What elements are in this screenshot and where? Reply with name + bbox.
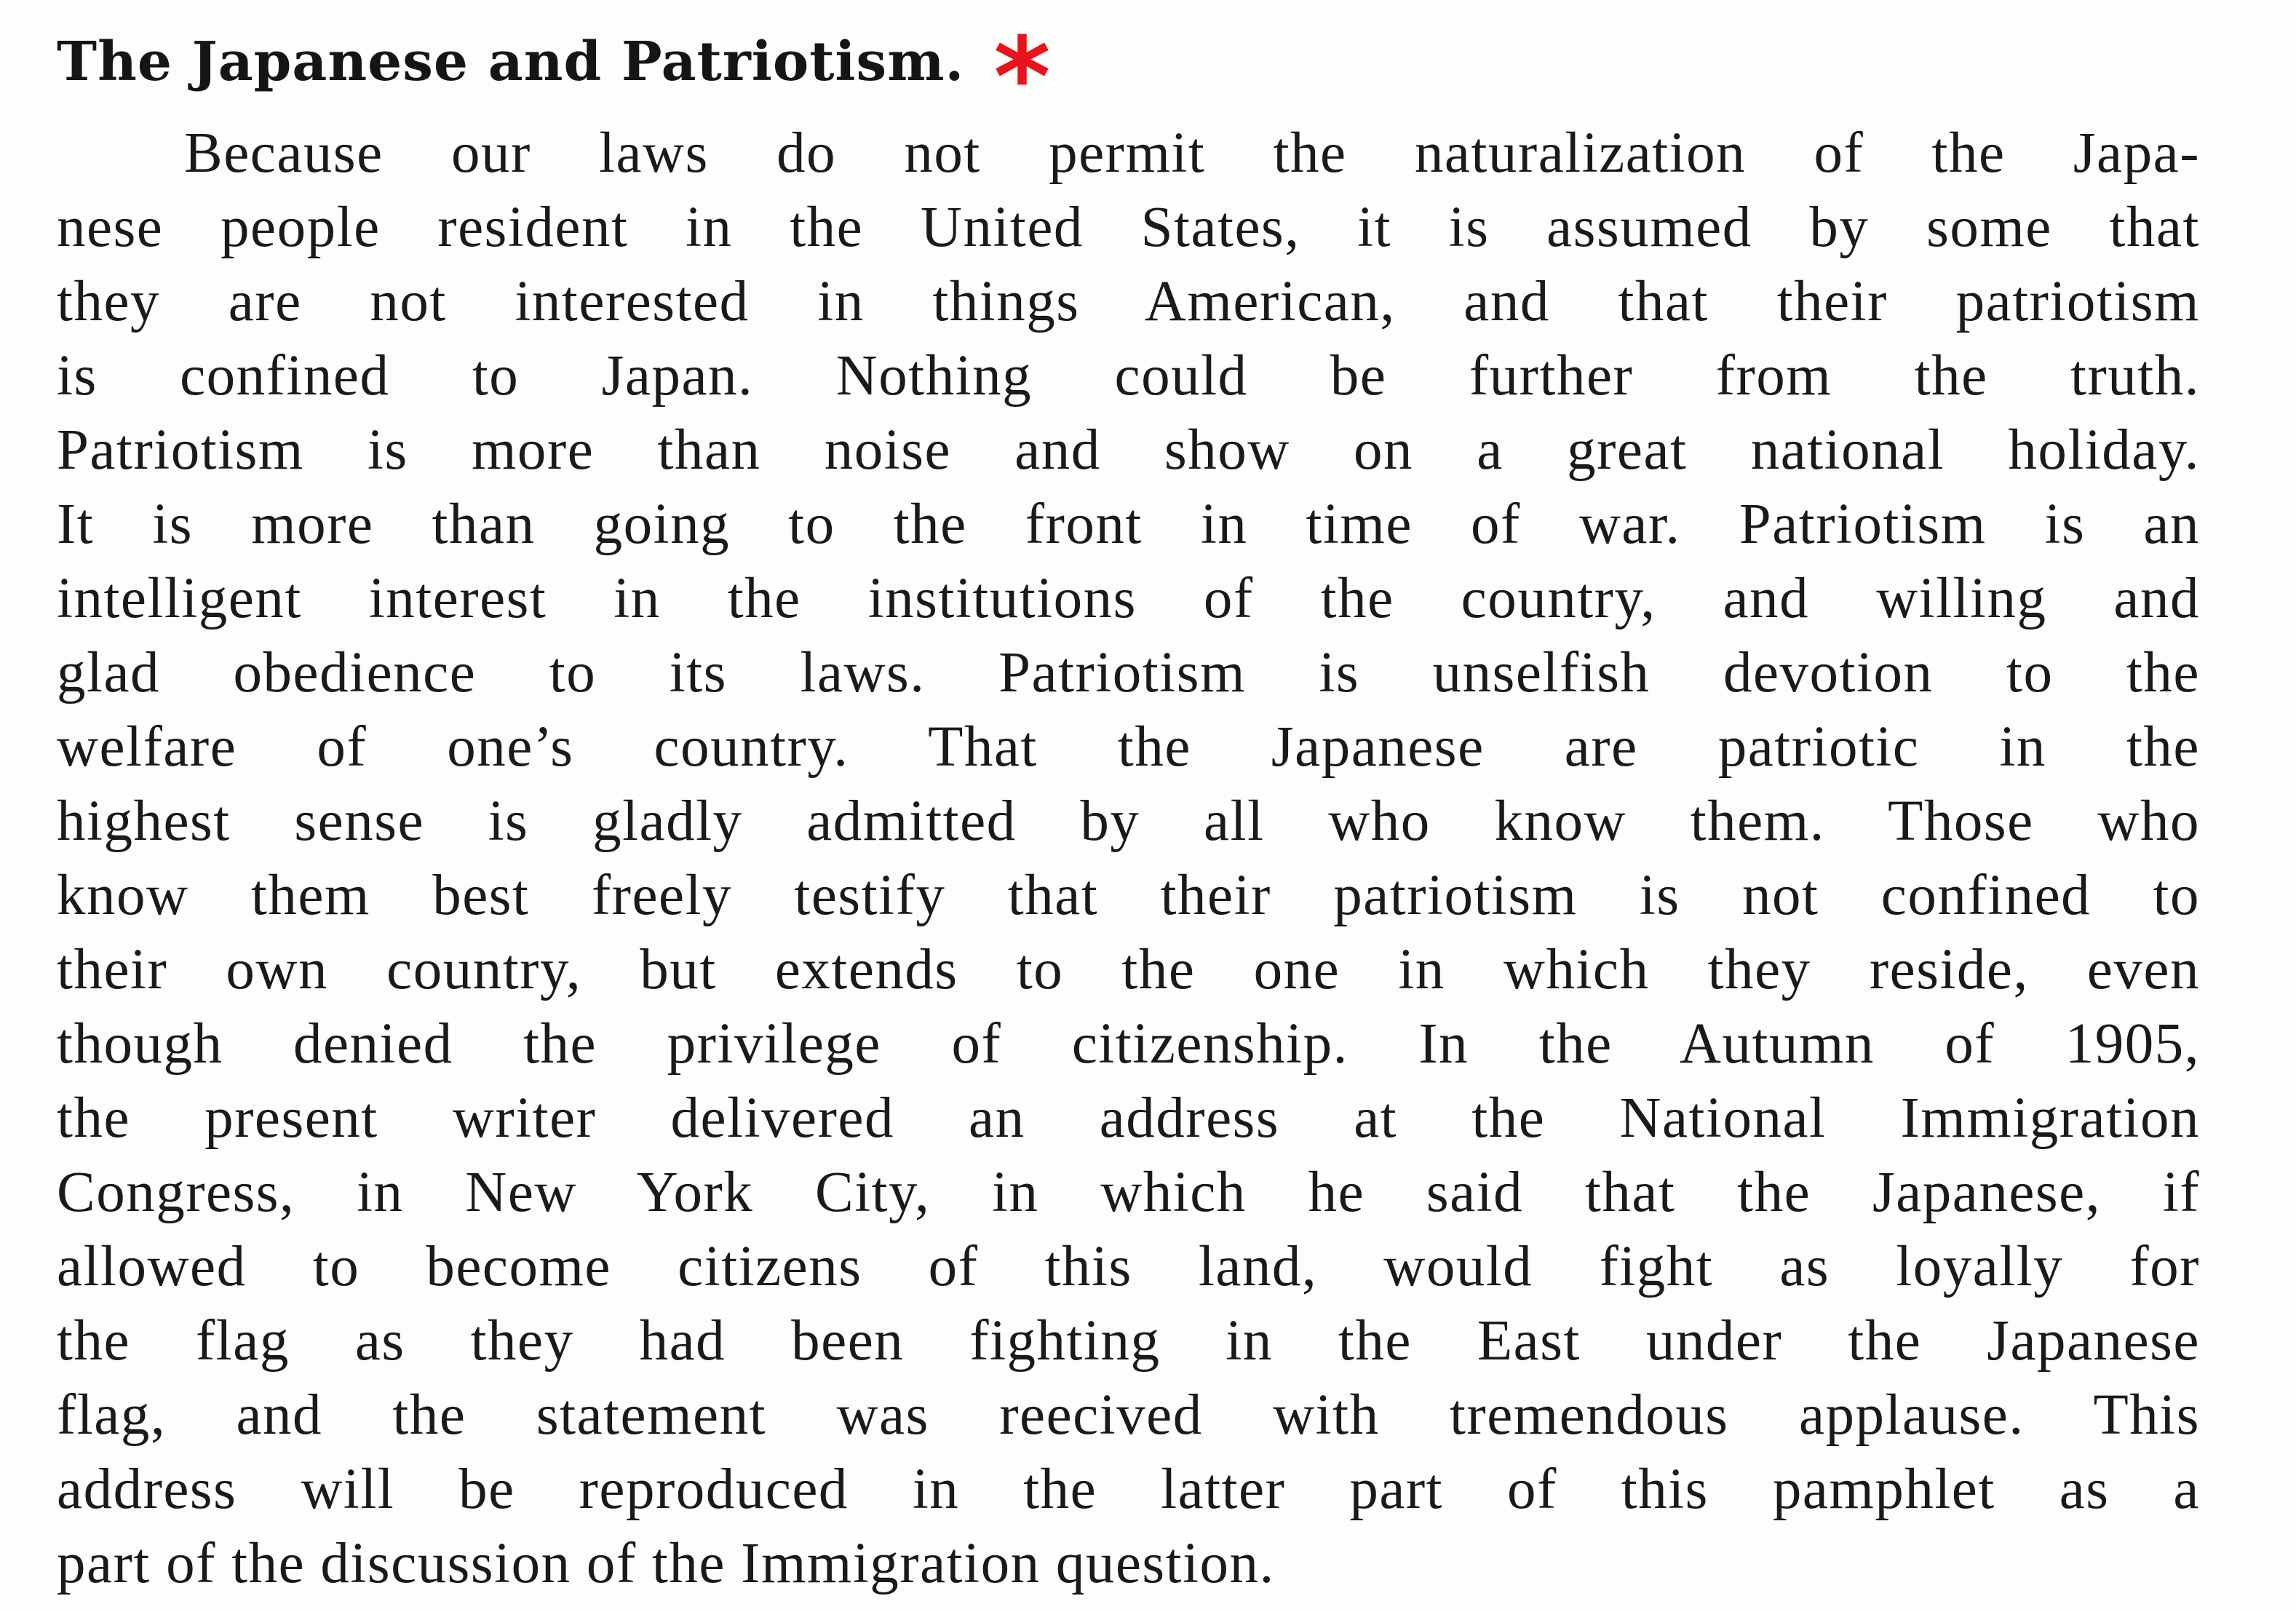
text-line: Congress, in New York City, in which he said that the Japanese, if bbox=[57, 1161, 2200, 1224]
text-line: the flag as they had been fighting in the East under the Japanese bbox=[57, 1309, 2200, 1373]
text-line: is confined to Japan. Nothing could be further from the truth. bbox=[57, 344, 2200, 408]
text-line: part of the discussion of the Immigration question. bbox=[57, 1532, 1275, 1595]
text-line: know them best freely testify that their patriotism is not confined to bbox=[57, 864, 2200, 927]
text-line: allowed to become citizens of this land, would fight as loyally for bbox=[57, 1235, 2200, 1298]
text-line: nese people resident in the United States, it is assumed by some that bbox=[57, 196, 2200, 259]
text-line: address will be reproduced in the latter part of this pamphlet as a bbox=[57, 1458, 2200, 1521]
text-line: Because our laws do not permit the naturalization of the Japa- bbox=[184, 122, 2200, 185]
text-line: glad obedience to its laws. Patriotism is unselfish devotion to the bbox=[57, 641, 2200, 704]
text-line: though denied the privilege of citizenship. In the Autumn of 1905, bbox=[57, 1012, 2200, 1076]
text-line: they are not interested in things American, and that their patriotism bbox=[57, 270, 2200, 333]
heading bbox=[57, 15, 1051, 141]
text-line: intelligent interest in the institutions of the country, and willing and bbox=[57, 567, 2200, 630]
text-line: Patriotism is more than noise and show on a great national holiday. bbox=[57, 418, 2200, 482]
text-line: flag, and the statement was reecived with tremendous applause. This bbox=[57, 1383, 2200, 1447]
text-line: welfare of one’s country. That the Japanese are patriotic in the bbox=[57, 715, 2200, 779]
text-line: the present writer delivered an address at the National Immigration bbox=[57, 1087, 2200, 1150]
asterisk-icon: * bbox=[993, 15, 1051, 141]
text-line: their own country, but extends to the one in which they reside, even bbox=[57, 938, 2200, 1001]
text-line: highest sense is gladly admitted by all who know them. Those who bbox=[57, 790, 2200, 853]
article-title: The Japanese and Patriotism. bbox=[57, 31, 965, 93]
article-body bbox=[57, 116, 2200, 1601]
text-line: It is more than going to the front in time of war. Patriotism is an bbox=[57, 493, 2200, 556]
